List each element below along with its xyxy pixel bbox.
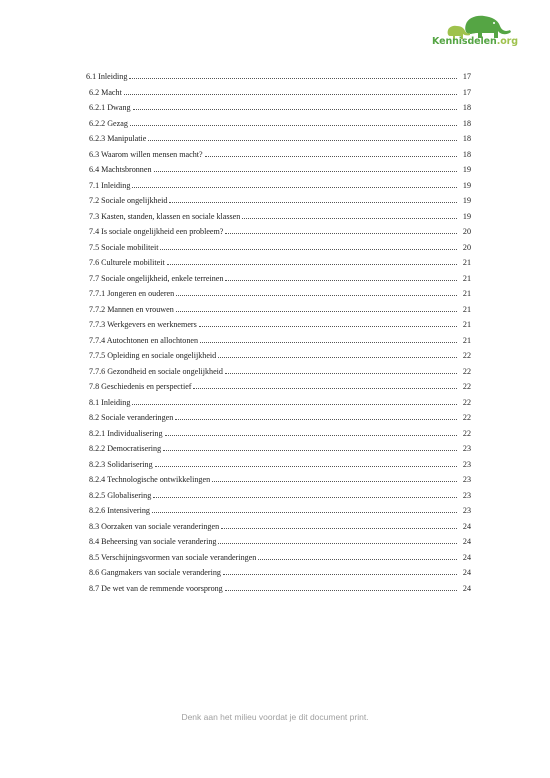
toc-entry-title: 7.3 Kasten, standen, klassen en sociale klassen [89, 211, 241, 221]
toc-entry-page: 18 [462, 118, 471, 128]
toc-entry-page: 22 [462, 413, 471, 422]
toc-leader-dots [152, 511, 457, 513]
toc-entry[interactable] [86, 348, 471, 364]
toc-leader-dots [218, 542, 457, 544]
toc-entry[interactable] [86, 503, 471, 519]
toc-entry[interactable] [86, 224, 471, 240]
toc-entry-title: 7.7.5 Opleiding en sociale ongelijkheid [89, 351, 217, 360]
toc-entry[interactable] [86, 379, 471, 395]
toc-entry-page: 22 [462, 428, 471, 438]
toc-entry-page: 19 [462, 211, 471, 221]
toc-entry[interactable] [86, 255, 471, 271]
toc-entry[interactable] [86, 472, 471, 488]
toc-entry-page: 18 [462, 134, 471, 143]
toc-entry-page: 22 [462, 351, 471, 360]
toc-entry-page: 19 [462, 196, 471, 205]
toc-entry[interactable] [86, 85, 471, 101]
toc-entry-title: 7.6 Culturele mobiliteit [89, 258, 165, 267]
toc-entry[interactable] [86, 69, 471, 85]
toc-entry[interactable] [86, 534, 471, 550]
toc-entry-page: 17 [462, 72, 471, 81]
toc-entry-title: 6.2.2 Gezag [89, 118, 128, 128]
toc-entry-title: 7.7.3 Werkgevers en werknemers [89, 320, 197, 329]
toc-leader-dots [132, 403, 457, 405]
toc-entry-title: 6.1 Inleiding [86, 72, 128, 81]
toc-entry-title: 7.4 Is sociale ongelijkheid een probleem? [89, 227, 224, 236]
toc-entry-page: 23 [462, 506, 471, 515]
toc-entry-title: 7.7.6 Gezondheid en sociale ongelijkheid [89, 366, 223, 376]
toc-entry-page: 23 [462, 475, 471, 484]
toc-entry-title: 6.2.1 Dwang [89, 103, 131, 112]
toc-leader-dots [132, 186, 457, 188]
toc-entry[interactable] [86, 581, 471, 597]
toc-leader-dots [133, 108, 457, 110]
toc-entry-title: 8.2.4 Technologische ontwikkelingen [89, 475, 211, 484]
toc-leader-dots [200, 341, 457, 343]
logo-text-main: Kennisdelen [432, 36, 497, 47]
toc-entry[interactable] [86, 395, 471, 411]
toc-leader-dots [148, 139, 457, 141]
toc-entry-title: 6.2 Macht [89, 87, 122, 97]
toc-entry-page: 20 [462, 242, 471, 252]
toc-entry-page: 17 [462, 87, 471, 97]
toc-leader-dots [223, 573, 457, 575]
toc-leader-dots [221, 527, 457, 529]
toc-entry-title: 8.2.5 Globalisering [89, 490, 152, 500]
toc-entry-page: 19 [462, 165, 471, 174]
toc-leader-dots [258, 558, 457, 560]
toc-entry[interactable] [86, 100, 471, 116]
toc-leader-dots [129, 77, 457, 79]
toc-leader-dots [160, 248, 457, 250]
toc-entry-page: 21 [462, 320, 471, 329]
toc-entry-title: 8.7 De wet van de remmende voorsprong [89, 583, 223, 593]
toc-leader-dots [225, 279, 457, 281]
toc-entry-title: 7.7 Sociale ongelijkheid, enkele terreinen [89, 273, 224, 283]
toc-entry-page: 21 [462, 273, 471, 283]
toc-leader-dots [205, 155, 457, 157]
toc-entry[interactable] [86, 116, 471, 132]
toc-entry-title: 7.5 Sociale mobiliteit [89, 242, 159, 252]
toc-entry[interactable] [86, 147, 471, 163]
toc-entry-page: 18 [462, 149, 471, 159]
toc-entry[interactable] [86, 302, 471, 318]
toc-leader-dots [165, 434, 457, 436]
toc-entry-title: 7.2 Sociale ongelijkheid [89, 196, 168, 205]
toc-entry-title: 8.2.3 Solidarisering [89, 459, 153, 469]
toc-leader-dots [175, 418, 457, 420]
toc-entry-title: 8.2.6 Intensivering [89, 506, 150, 515]
logo-text-ext: .org [496, 36, 518, 47]
toc-leader-dots [225, 232, 457, 234]
toc-entry-page: 22 [462, 382, 471, 391]
toc-entry[interactable] [86, 519, 471, 535]
toc-entry-title: 7.7.4 Autochtonen en allochtonen [89, 335, 199, 345]
toc-entry[interactable] [86, 457, 471, 473]
toc-entry-page: 18 [462, 103, 471, 112]
toc-entry-title: 6.4 Machtsbronnen [89, 165, 152, 174]
toc-entry[interactable] [86, 178, 471, 194]
toc-leader-dots [225, 372, 457, 374]
toc-entry[interactable] [86, 333, 471, 349]
toc-entry-title: 7.7.1 Jongeren en ouderen [89, 289, 175, 298]
toc-entry-page: 24 [462, 583, 471, 593]
toc-entry[interactable] [86, 550, 471, 566]
toc-entry-title: 8.2.1 Individualisering [89, 428, 163, 438]
toc-entry[interactable] [86, 240, 471, 256]
toc-leader-dots [169, 201, 457, 203]
toc-entry-page: 22 [462, 397, 471, 407]
toc-entry-page: 21 [462, 258, 471, 267]
toc-entry-title: 6.3 Waarom willen mensen macht? [89, 149, 203, 159]
toc-entry[interactable] [86, 271, 471, 287]
toc-entry[interactable] [86, 131, 471, 147]
toc-entry[interactable] [86, 441, 471, 457]
toc-leader-dots [155, 465, 457, 467]
toc-leader-dots [167, 263, 457, 265]
toc-leader-dots [154, 170, 458, 172]
toc-entry[interactable] [86, 317, 471, 333]
toc-entry-page: 23 [462, 444, 471, 453]
toc-entry-title: 7.8 Geschiedenis en perspectief [89, 382, 192, 391]
toc-entry-title: 7.1 Inleiding [89, 180, 131, 190]
toc-entry-title: 8.6 Gangmakers van sociale verandering [89, 568, 221, 577]
toc-entry-title: 8.3 Oorzaken van sociale veranderingen [89, 521, 220, 531]
toc-entry[interactable] [86, 426, 471, 442]
toc-entry-title: 6.2.3 Manipulatie [89, 134, 147, 143]
toc-entry-title: 8.4 Beheersing van sociale verandering [89, 537, 217, 546]
toc-leader-dots [218, 356, 457, 358]
toc-entry-page: 22 [462, 366, 471, 376]
toc-entry-title: 8.2.2 Democratisering [89, 444, 162, 453]
table-of-contents [86, 69, 471, 596]
toc-entry[interactable] [86, 162, 471, 178]
toc-entry[interactable] [86, 286, 471, 302]
toc-entry-page: 19 [462, 180, 471, 190]
toc-leader-dots [193, 387, 457, 389]
toc-entry[interactable] [86, 364, 471, 380]
toc-leader-dots [130, 124, 457, 126]
toc-entry[interactable] [86, 410, 471, 426]
toc-entry-page: 21 [462, 335, 471, 345]
toc-leader-dots [176, 294, 457, 296]
toc-leader-dots [124, 93, 457, 95]
toc-leader-dots [199, 325, 457, 327]
toc-leader-dots [242, 217, 457, 219]
toc-entry-page: 23 [462, 490, 471, 500]
toc-entry-title: 7.7.2 Mannen en vrouwen [89, 304, 174, 314]
toc-leader-dots [153, 496, 457, 498]
toc-entry[interactable] [86, 565, 471, 581]
footer-note: Denk aan het milieu voordat je dit document print. [181, 712, 369, 722]
toc-leader-dots [225, 589, 457, 591]
toc-leader-dots [176, 310, 457, 312]
toc-entry-title: 8.1 Inleiding [89, 397, 131, 407]
toc-entry-title: 8.5 Verschijningsvormen van sociale veranderingen [89, 552, 257, 562]
toc-entry-page: 24 [462, 537, 471, 546]
toc-entry[interactable] [86, 193, 471, 209]
toc-entry-page: 24 [462, 521, 471, 531]
toc-entry-page: 21 [462, 304, 471, 314]
toc-entry-page: 20 [462, 227, 471, 236]
toc-entry-title: 8.2 Sociale veranderingen [89, 413, 174, 422]
toc-entry-page: 23 [462, 459, 471, 469]
toc-entry-page: 24 [462, 552, 471, 562]
toc-entry[interactable] [86, 488, 471, 504]
toc-leader-dots [212, 480, 457, 482]
toc-entry[interactable] [86, 209, 471, 225]
toc-entry-page: 21 [462, 289, 471, 298]
toc-entry-page: 24 [462, 568, 471, 577]
toc-leader-dots [163, 449, 457, 451]
kennisdelen-logo[interactable] [418, 14, 530, 50]
